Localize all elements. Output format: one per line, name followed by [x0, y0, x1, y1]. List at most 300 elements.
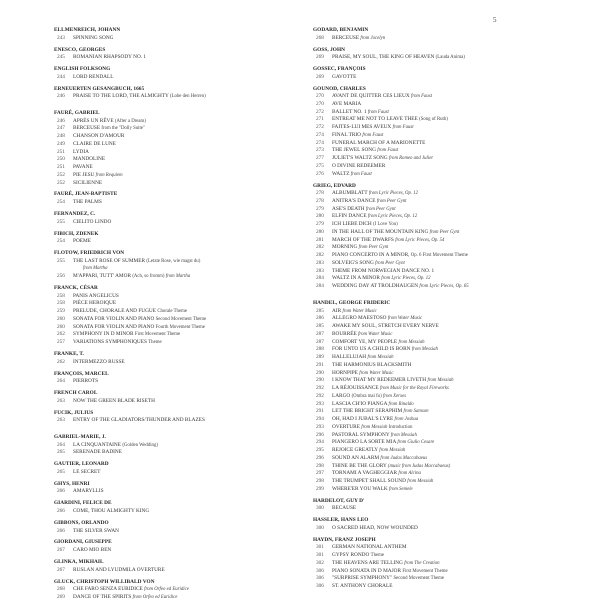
piece-title-block: [328, 393, 558, 401]
piece-title: CHE FARO SENZA EURIDICE: [73, 586, 143, 593]
page-ref: 279: [316, 205, 324, 212]
page-ref: 256: [57, 273, 65, 280]
composer-section: [54, 539, 299, 554]
index-entry: [313, 74, 558, 82]
page-ref: 289: [316, 354, 324, 361]
piece-title: SICILIENNE: [73, 179, 103, 186]
index-entry: [313, 544, 558, 552]
piece-title: THE LAST ROSE OF SUMMER: [73, 257, 146, 264]
composer-name: FRANKE, T.: [54, 351, 84, 358]
piece-title: WALTZ: [332, 170, 350, 177]
piece-source: from Lyric Pieces, Op. 12: [381, 276, 431, 282]
piece-source: from Rinaldo: [388, 401, 414, 407]
piece-title: FUNERAL MARCH OF A MARIONETTE: [332, 139, 426, 146]
page-ref: 268: [57, 586, 65, 593]
composer-name: FAURÉ, JEAN-BAPTISTE: [54, 191, 118, 198]
page-ref: 246: [57, 117, 65, 124]
piece-title-block: [328, 323, 558, 331]
composer-section: [54, 110, 299, 187]
index-entry: [313, 213, 558, 221]
index-entry: [313, 525, 558, 533]
composer-section: [54, 191, 299, 206]
piece-title-block: [69, 133, 299, 141]
page-ref: 287: [316, 330, 324, 337]
piece-title-block: [328, 315, 558, 323]
piece-source: from Lyric Pieces, Op. 12: [367, 214, 418, 220]
piece-title-block: [328, 385, 558, 393]
piece-source: from Messiah: [361, 424, 388, 430]
piece-title: APRÈS UN RÊVE: [73, 117, 114, 124]
piece-title: I KNOW THAT MY REDEEMER LIVETH: [332, 377, 427, 384]
piece-title: AVE MARIA: [332, 100, 362, 107]
piece-source: from Requiem: [95, 172, 123, 178]
page-ref: 294: [316, 416, 324, 423]
index-entry: [313, 439, 558, 447]
piece-title: LA RÉJOUISSANCE: [332, 385, 379, 392]
piece-title-block: [69, 149, 299, 157]
index-entry: [313, 140, 558, 148]
index-entry: [313, 331, 558, 339]
piece-title-block: [69, 324, 299, 332]
piece-title: HALLELUJAH: [332, 354, 367, 361]
piece-title: FAITES-LUI MES AVEUX: [332, 124, 392, 131]
piece-title: SONATA FOR VIOLIN AND PIANO: [73, 323, 155, 330]
piece-subtitle: (Ombra mai fu): [351, 393, 382, 399]
index-entry: [313, 147, 558, 155]
page-ref: 280: [316, 213, 324, 220]
piece-title-block: [328, 544, 558, 552]
page-ref: 259: [57, 308, 65, 315]
piece-section: Introduction: [388, 424, 413, 430]
piece-title: PIÈCE HEROIQUE: [73, 300, 117, 307]
piece-title: THINE BE THE GLORY: [332, 462, 387, 469]
page-ref: 278: [316, 197, 324, 204]
piece-title: MORNING: [332, 244, 358, 251]
index-entry: [313, 401, 558, 409]
page-ref: 248: [57, 133, 65, 140]
index-entry: [313, 478, 558, 486]
piece-title-block: [69, 469, 299, 477]
piece-source: from Messiah: [367, 355, 394, 361]
piece-subtitle: Chorale Theme: [157, 309, 187, 315]
piece-source: from Semele: [389, 486, 413, 492]
composer-name: GODARD, BENJAMIN: [313, 27, 369, 33]
piece-subtitle: (After a Dream): [114, 118, 146, 124]
page-ref: 263: [57, 417, 65, 424]
index-entry: [313, 362, 558, 370]
page-ref: 270: [316, 100, 324, 107]
piece-title-block: [328, 560, 558, 568]
page-ref: 252: [57, 179, 65, 186]
index-entry: [54, 141, 299, 149]
piece-title: OVERTURE: [332, 423, 360, 430]
page-ref: 252: [57, 171, 65, 178]
index-entry: [313, 132, 558, 140]
piece-title: SOUND AN ALARM: [332, 454, 380, 461]
piece-title-block: [328, 424, 558, 432]
piece-title: BERCEUSE: [332, 34, 360, 41]
page-ref: 254: [57, 238, 65, 245]
page-ref: 301: [316, 544, 324, 551]
page-ref: 267: [57, 566, 65, 573]
index-entry: [54, 93, 299, 101]
piece-source: from Peer Gynt: [376, 198, 407, 204]
composer-section: [54, 390, 299, 405]
index-entry: [54, 324, 299, 332]
page-ref: 291: [316, 408, 324, 415]
page-ref: 268: [316, 34, 324, 41]
page-ref: 263: [57, 397, 65, 404]
page-ref: 302: [316, 559, 324, 566]
index-entry: [313, 163, 558, 171]
index-entry: [54, 331, 299, 339]
piece-subtitle: Second Movement Theme: [393, 576, 444, 582]
piece-title: INTERMEZZO RUSSE: [73, 358, 125, 365]
piece-title: SYMPHONY IN D MINOR: [73, 331, 134, 338]
piece-title-block: [69, 528, 299, 536]
piece-title-block: [328, 93, 558, 101]
composer-name: GABRIEL-MARIE, J.: [54, 434, 106, 441]
piece-title-block: [328, 190, 558, 198]
piece-title-block: [69, 508, 299, 516]
page-ref: 276: [316, 170, 324, 177]
piece-source: from The Creation: [404, 560, 440, 566]
page-ref: 262: [57, 331, 65, 338]
composer-section: [54, 500, 299, 515]
index-entry: [313, 432, 558, 440]
index-column-right: [313, 27, 558, 595]
piece-source: from Water Music: [359, 370, 394, 376]
index-entry: [313, 190, 558, 198]
composer-section: [313, 300, 558, 494]
piece-title-block: [328, 140, 558, 148]
piece-source: from Orfeo ed Euridice: [132, 594, 178, 600]
composer-name: FAURÉ, GABRIEL: [54, 109, 100, 116]
piece-subtitle: (I Love You): [373, 222, 398, 228]
piece-title-block: [69, 378, 299, 386]
page-ref: 284: [316, 275, 324, 282]
piece-title: PIERROTS: [73, 378, 99, 385]
piece-source: from Messiah: [407, 479, 434, 485]
piece-title: LA CINQUANTAINE: [73, 441, 121, 448]
piece-title: BALLET NO. 1: [332, 108, 367, 115]
piece-title: THE PALMS: [73, 199, 102, 206]
piece-title: THE JEWEL SONG: [332, 147, 376, 154]
piece-title: SPINNING SONG: [73, 34, 114, 41]
piece-title-block: [69, 417, 299, 425]
page-ref: 297: [316, 470, 324, 477]
piece-title: ST. ANTHONY CHORALE: [332, 583, 393, 590]
piece-title: LE SECRET: [73, 468, 101, 475]
index-entry: [313, 124, 558, 132]
piece-source: from Giulio Cesare: [397, 440, 435, 446]
index-entry: [313, 575, 558, 583]
piece-title: MARCH OF THE DWARFS: [332, 236, 394, 243]
page-ref: 265: [57, 468, 65, 475]
page-ref: 269: [316, 73, 324, 80]
page-ref: 247: [57, 125, 65, 132]
piece-subtitle: Fourth Movement Theme: [155, 324, 205, 330]
piece-title-block: [69, 180, 299, 188]
piece-source: from Water Music: [387, 316, 423, 322]
piece-title-block: [328, 109, 558, 117]
index-entry: [54, 74, 299, 82]
page-ref: 262: [57, 358, 65, 365]
index-entry: [313, 93, 558, 101]
piece-title: PANIS ANGELICUS: [73, 292, 119, 299]
page-ref: 284: [316, 283, 324, 290]
index-entry: [54, 133, 299, 141]
piece-subtitle: Theme: [370, 553, 384, 559]
piece-title: REJOICE GREATLY: [332, 447, 378, 454]
page-ref: 293: [316, 400, 324, 407]
index-entry: [54, 417, 299, 425]
page-ref: 243: [57, 34, 65, 41]
piece-subtitle: (Lobe den Herren): [169, 94, 206, 100]
composer-section: [313, 47, 558, 62]
piece-title: ALBUMBLATT: [332, 190, 368, 197]
piece-source: from Jocelyn: [360, 35, 386, 41]
piece-title: "SURPRISE SYMPHONY": [332, 575, 393, 582]
index-entry: [313, 583, 558, 591]
index-entry: [313, 323, 558, 331]
piece-subtitle: (Song of Ruth): [419, 117, 448, 123]
composer-name: ERNEUERTEN GESANGBUCH, 1665: [54, 85, 145, 92]
page-ref: 282: [316, 252, 324, 259]
composer-name: FRANÇOIS, MARCEL: [54, 370, 109, 377]
composer-name: GRIEG, EDVARD: [313, 182, 356, 189]
index-entry: [313, 354, 558, 362]
page-ref: 272: [316, 108, 324, 115]
piece-title: TORNAMI A VAGHEGGIAR: [332, 470, 398, 477]
piece-title-block: [328, 221, 558, 229]
piece-subtitle: (Letzte Rose, wie magst du): [146, 258, 201, 264]
piece-title-block: [69, 359, 299, 367]
piece-title-block: [69, 118, 299, 126]
composer-section: [54, 351, 299, 366]
index-entry: [313, 408, 558, 416]
piece-title: FOR UNTO US A CHILD IS BORN: [332, 346, 411, 353]
page-ref: 306: [316, 575, 324, 582]
composer-name: HASSLER, HANS LEO: [313, 517, 369, 524]
index-entry: [54, 339, 299, 347]
piece-title: PIANGERO LA SORTE MIA: [332, 439, 396, 446]
page-ref: 306: [316, 567, 324, 574]
index-entry: [313, 416, 558, 424]
page-ref: 258: [57, 300, 65, 307]
index-entry: [54, 547, 299, 555]
piece-title-block: [328, 432, 558, 440]
index-entry: [54, 199, 299, 207]
piece-title-block: [69, 219, 299, 227]
index-entry: [313, 346, 558, 354]
index-entry: [313, 221, 558, 229]
piece-source: from Xerxes: [383, 393, 407, 399]
piece-title-block: [328, 198, 558, 206]
piece-title-block: [328, 401, 558, 409]
piece-title: AIR: [332, 307, 342, 314]
composer-section: [54, 371, 299, 386]
page-ref: 281: [316, 236, 324, 243]
index-entry: [313, 455, 558, 463]
composer-name: GLUCK, CHRISTOPH WILLIBALD VON: [54, 578, 155, 585]
index-entry: [54, 508, 299, 516]
piece-title: IN THE HALL OF THE MOUNTAIN KING: [332, 228, 429, 235]
piece-subtitle: (Golden Wedding): [122, 442, 158, 448]
piece-title: O SACRED HEAD, NOW WOUNDED: [332, 524, 418, 531]
page-ref: 293: [316, 423, 324, 430]
piece-title-block: [69, 488, 299, 496]
index-entry: [313, 101, 558, 109]
composer-section: [313, 498, 558, 513]
composer-section: [54, 231, 299, 246]
page-ref: 298: [316, 478, 324, 485]
piece-title-block: [328, 583, 558, 591]
piece-title-block: [69, 273, 299, 281]
page-ref: 257: [57, 339, 65, 346]
piece-subtitle: from the "Dolly Suite": [101, 126, 145, 132]
index-entry: [54, 300, 299, 308]
piece-title-block: [328, 408, 558, 416]
piece-title-block: [328, 455, 558, 463]
composer-name: GIARDINI, FELICE DE: [54, 500, 112, 507]
piece-title-block: [328, 35, 558, 43]
piece-title: PRAISE, MY SOUL, THE KING OF HEAVEN: [332, 54, 435, 61]
page-ref: 244: [57, 73, 65, 80]
page-ref: 266: [57, 527, 65, 534]
page-ref: 287: [316, 338, 324, 345]
page-ref: 269: [316, 54, 324, 61]
page-ref: 270: [316, 93, 324, 100]
index-entry: [313, 370, 558, 378]
piece-title: ELFIN DANCE: [332, 213, 367, 220]
index-entry: [313, 308, 558, 316]
page-ref: 296: [316, 454, 324, 461]
composer-section: [54, 47, 299, 62]
index-entry: [54, 528, 299, 536]
page-number: 5: [493, 16, 497, 24]
piece-title: LASCIA CH'IO PIANGA: [332, 400, 388, 407]
index-entry: [54, 258, 299, 274]
composer-name: HARDELOT, GUY D': [313, 497, 365, 504]
page-ref: 292: [316, 385, 324, 392]
index-entry: [313, 377, 558, 385]
piece-title: ENTREAT ME NOT TO LEAVE THEE: [332, 116, 418, 123]
piece-title-block: [69, 172, 299, 180]
composer-name: GOSSEC, FRANÇOIS: [313, 66, 366, 73]
piece-subtitle: First Movement Theme: [402, 568, 448, 574]
piece-source: from Samson: [403, 409, 429, 415]
piece-title-block: [328, 339, 558, 347]
piece-title-block: [69, 547, 299, 555]
piece-title-block: [69, 54, 299, 62]
composer-section: [54, 86, 299, 101]
index-entry: [54, 594, 299, 602]
piece-title: JULIET'S WALTZ SONG: [332, 155, 388, 162]
piece-title-block: [328, 308, 558, 316]
piece-title: FINAL TRIO: [332, 131, 361, 138]
page-ref: 285: [316, 323, 324, 330]
piece-source: from Lyric Pieces, Op. 65: [419, 284, 469, 290]
index-entry: [54, 172, 299, 180]
piece-title-block: [69, 567, 299, 575]
piece-title-block: [69, 316, 299, 324]
composer-section: [313, 66, 558, 81]
piece-title-block: [328, 447, 558, 455]
piece-title-block: [328, 283, 558, 291]
page-ref: 288: [316, 346, 324, 353]
piece-title: WHERE'ER YOU WALK: [332, 485, 388, 492]
piece-source: from Faust: [411, 94, 433, 100]
piece-subtitle: (Ach, so fromm): [132, 274, 165, 280]
piece-title-block: [69, 300, 299, 308]
index-entry: [313, 116, 558, 124]
piece-title-block: [69, 594, 299, 602]
page-ref: 245: [57, 54, 65, 61]
piece-title-block: [328, 155, 558, 163]
page-ref: 283: [316, 259, 324, 266]
index-entry: [313, 237, 558, 245]
page-ref: 306: [316, 583, 324, 590]
page-ref: 255: [57, 257, 65, 264]
page-ref: 283: [316, 267, 324, 274]
piece-title-block: [69, 93, 299, 101]
index-entry: [313, 109, 558, 117]
piece-title: COME, THOU ALMIGHTY KING: [73, 508, 150, 514]
piece-source: from Faust: [362, 132, 384, 138]
composer-section: [54, 27, 299, 42]
piece-title: NOW THE GREEN BLADE RISETH: [73, 397, 155, 404]
index-entry: [313, 275, 558, 283]
index-entry: [54, 118, 299, 126]
piece-title-block: [69, 258, 299, 274]
piece-title-block: [69, 74, 299, 82]
page-ref: 269: [57, 593, 65, 600]
page-ref: 282: [316, 244, 324, 251]
piece-title-block: [328, 275, 558, 283]
piece-title: WALTZ IN A MINOR: [332, 275, 380, 282]
page-ref: 300: [316, 524, 324, 531]
composer-section: [54, 66, 299, 81]
piece-title-block: [328, 568, 558, 576]
page-ref: 246: [57, 93, 65, 100]
piece-title-block: [328, 268, 558, 276]
page-ref: 255: [57, 218, 65, 225]
piece-title-block: [328, 237, 558, 245]
piece-title: MANDOLINE: [73, 156, 106, 163]
index-entry: [54, 54, 299, 62]
piece-title: LYDIA: [73, 148, 89, 155]
piece-title: GYPSY RONDO: [332, 552, 370, 559]
composer-name: FERNANDEZ, C.: [54, 211, 96, 217]
page-ref: 279: [316, 221, 324, 228]
piece-title-block: [328, 575, 558, 583]
page-ref: 296: [316, 431, 324, 438]
page-ref: 260: [57, 315, 65, 322]
index-entry: [313, 385, 558, 393]
composer-section: [54, 559, 299, 574]
index-entry: [54, 442, 299, 450]
page-ref: 274: [316, 131, 324, 138]
piece-title-block: [328, 486, 558, 494]
page-ref: 275: [316, 162, 324, 169]
page-ref: 280: [316, 228, 324, 235]
piece-source: from Peer Gynt: [358, 245, 389, 251]
composer-section: [54, 285, 299, 347]
piece-title-block: [328, 346, 558, 354]
composer-name: ENGLISH FOLKSONG: [54, 66, 111, 73]
piece-title-block: [328, 377, 558, 385]
